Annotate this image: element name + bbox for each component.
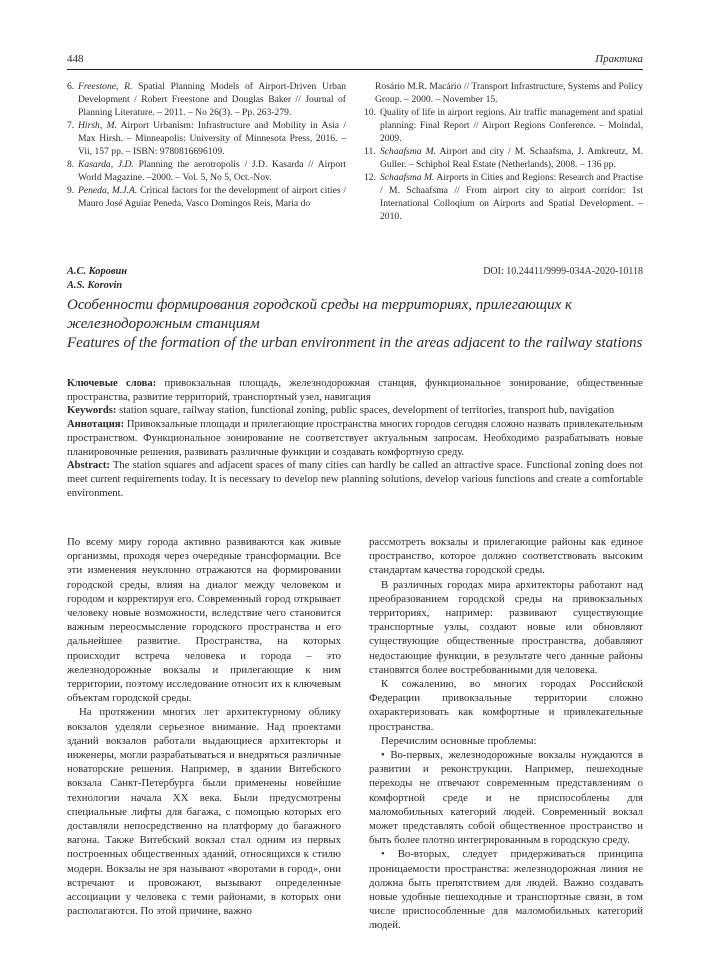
reference-item: 7. Hirsh, M. Airport Urbanism: Infrastructure and Mobility in Asia / Max Hirsh. – Minneapolis: University of Minnesota Press, 2016. – Vii, 157 pp. – ISBN: 9780816696109.	[67, 120, 346, 157]
article-titles	[67, 296, 643, 353]
author-ru: А.С. Коровин	[67, 266, 128, 277]
article-authors	[67, 265, 643, 293]
title-en: Features of the formation of the urban environment in the areas adjacent to the railway stations	[67, 335, 643, 351]
doi: DOI: 10.24411/9999-034A-2020-10118	[483, 266, 643, 277]
reference-continuation: Rosário M.R. Macário // Transport Infrastructure, Systems and Policy Group. – 2000. – November 15.	[375, 81, 643, 105]
reference-item: 10. Quality of life in airport regions. Air traffic management and spatial planning: Final Report // Airport Regions Conference. – Molndal, 2009.	[364, 107, 643, 144]
paragraph: К сожалению, во многих городах Российской Федерации привокзальные территории сложно охарактеризовать как комфортные и привлекательные пространства.	[369, 678, 643, 733]
references-list	[67, 80, 643, 223]
page-number: 448	[67, 53, 84, 65]
header-rule	[67, 69, 643, 70]
paragraph: Перечислим основные проблемы:	[381, 734, 537, 747]
keywords-en: Keywords: station square, railway station, functional zoning, public spaces, development of territories, transport hub, navigation	[67, 405, 615, 417]
abstract-ru: Аннотация: Привокзальные площади и прилегающие пространства многих городов сегодня сложно назвать привлекательным пространством. Функциональное зонирование не соответствует актуальным запросам. Необходимо разрабатывать новые планировочные решения, развивать различные функции и создавать комфортную среду.	[67, 419, 643, 458]
abstract-en: Abstract: The station squares and adjacent spaces of many cities can hardly be called an attractive space. Functional zoning does not meet current requirements today. It is necessary to develop new planning solutions, develop various functions and create a comfortable environment.	[67, 460, 643, 499]
author-en: A.S. Korovin	[67, 280, 123, 291]
keywords-ru: Ключевые слова: привокзальная площадь, железнодорожная станция, функциональное зонирование, общественные пространства, развитие территорий, транспортный узел, навигация	[67, 378, 643, 403]
body-text	[67, 535, 643, 933]
section-name: Практика	[595, 53, 643, 65]
reference-item: 12. Schaafsma M. Airports in Cities and Regions: Research and Practise / M. Schaafsma // From airport city to airport corridor: 1st International Colloqium on Airports and Spatial Development. – 2010.	[364, 172, 644, 222]
reference-item: 8. Kasarda, J.D. Planning the aerotropolis / J.D. Kasarda // Airport World Magazine. –2000. – Vol. 5, No 5, Oct.-Nov.	[67, 159, 346, 183]
body-right-column	[369, 535, 643, 933]
keywords-abstract-block	[67, 377, 643, 500]
bullet-item: • Во-вторых, следует придерживаться принципа проницаемости пространства: железнодорожная линия не должна быть препятствием для людей. Важно создавать новые удобные пешеходные и транспортные связи, в том числе приспособленные для маломобильных категорий людей.	[369, 847, 643, 932]
paragraph: рассмотреть вокзалы и прилегающие районы как единое пространство, которое должно соответствовать высоким стандартам качества городской среды.	[369, 536, 643, 577]
references-left-column	[67, 80, 346, 223]
reference-item: 11. Schaafsma M. Airport and city / M. Schaafsma, J. Amkreutz, M. Guller. – Schiphol Real Estate (Netherlands), 2008. – 136 pp.	[364, 146, 643, 170]
reference-item: 6. Freestone, R. Spatial Planning Models of Airport-Driven Urban Development / Robert Freestone and Douglas Baker // Journal of Planning Literature. – 2011. – No 26(3). – Pp. 263-279.	[67, 81, 346, 118]
reference-item: 9. Peneda, M.J.A. Critical factors for the development of airport cities / Mauro José Aguiar Peneda, Vasco Domingos Reis, Maria do	[67, 185, 346, 209]
bullet-item: • Во-первых, железнодорожные вокзалы нуждаются в развитии и реконструкции. Например, пешеходные переходы не отвечают современным представлениям о комфортной среде и не приспособлены для маломобильных категорий людей. Современный вокзал может представлять собой общественное пространство и быть более плотно интегрированным в городскую среду.	[369, 748, 643, 847]
references-right-column	[364, 80, 643, 223]
paragraph: На протяжении многих лет архитектурному облику вокзалов уделяли серьезное внимание. Над проектами зданий вокзалов работали выдающиеся архитекторы и инженеры, могли разрабатываться и внедряться различные новаторские решения. Например, в здании Витебского вокзала Санкт-Петербурга были применены новейшие технологии начала XX века. Были предусмотрены специальные лифты для багажа, с помощью которых его доставляли непосредственно на платформу до багажного вагона. Также Витебский вокзал стал одним из первых построенных общественных зданий, относящихся к стилю модерн. Вокзалы не зря называют «воротами в город», они встречают и провожают, вызывают определенные ассоциации у человека с теми районами, в которых они располагаются. По этой причине, важно	[67, 706, 341, 918]
title-ru: Особенности формирования городской среды на территориях, прилегающих к железнодорожным станциям	[67, 297, 573, 332]
paragraph: В различных городах мира архитекторы работают над преобразованием городской среды на привокзальных территориях, например: развивают существующие транспортные узлы, создают новые или обновляют существующие общественные пространства, добавляют недостающие функции, в результате чего данные районы становятся более востребованными для человека.	[369, 578, 643, 676]
paragraph: По всему миру города активно развиваются как живые организмы, проходя через очередные трансформации. Все эти изменения неуклонно отражаются на формировании городской среды, влияя на диалог между человеком и городом и корректируя его. Современный город открывает человеку новые возможности, вследствие чего становится важным переосмысление городского пространства и его дальнейшее развитие. Пространства, на которых происходит встреча человека и города – это железнодорожные вокзалы и прилегающие к ним территории, поэтому исследование относит их к ключевым объектам городской среды.	[67, 536, 341, 705]
body-left-column	[67, 535, 341, 933]
running-header	[67, 53, 643, 69]
